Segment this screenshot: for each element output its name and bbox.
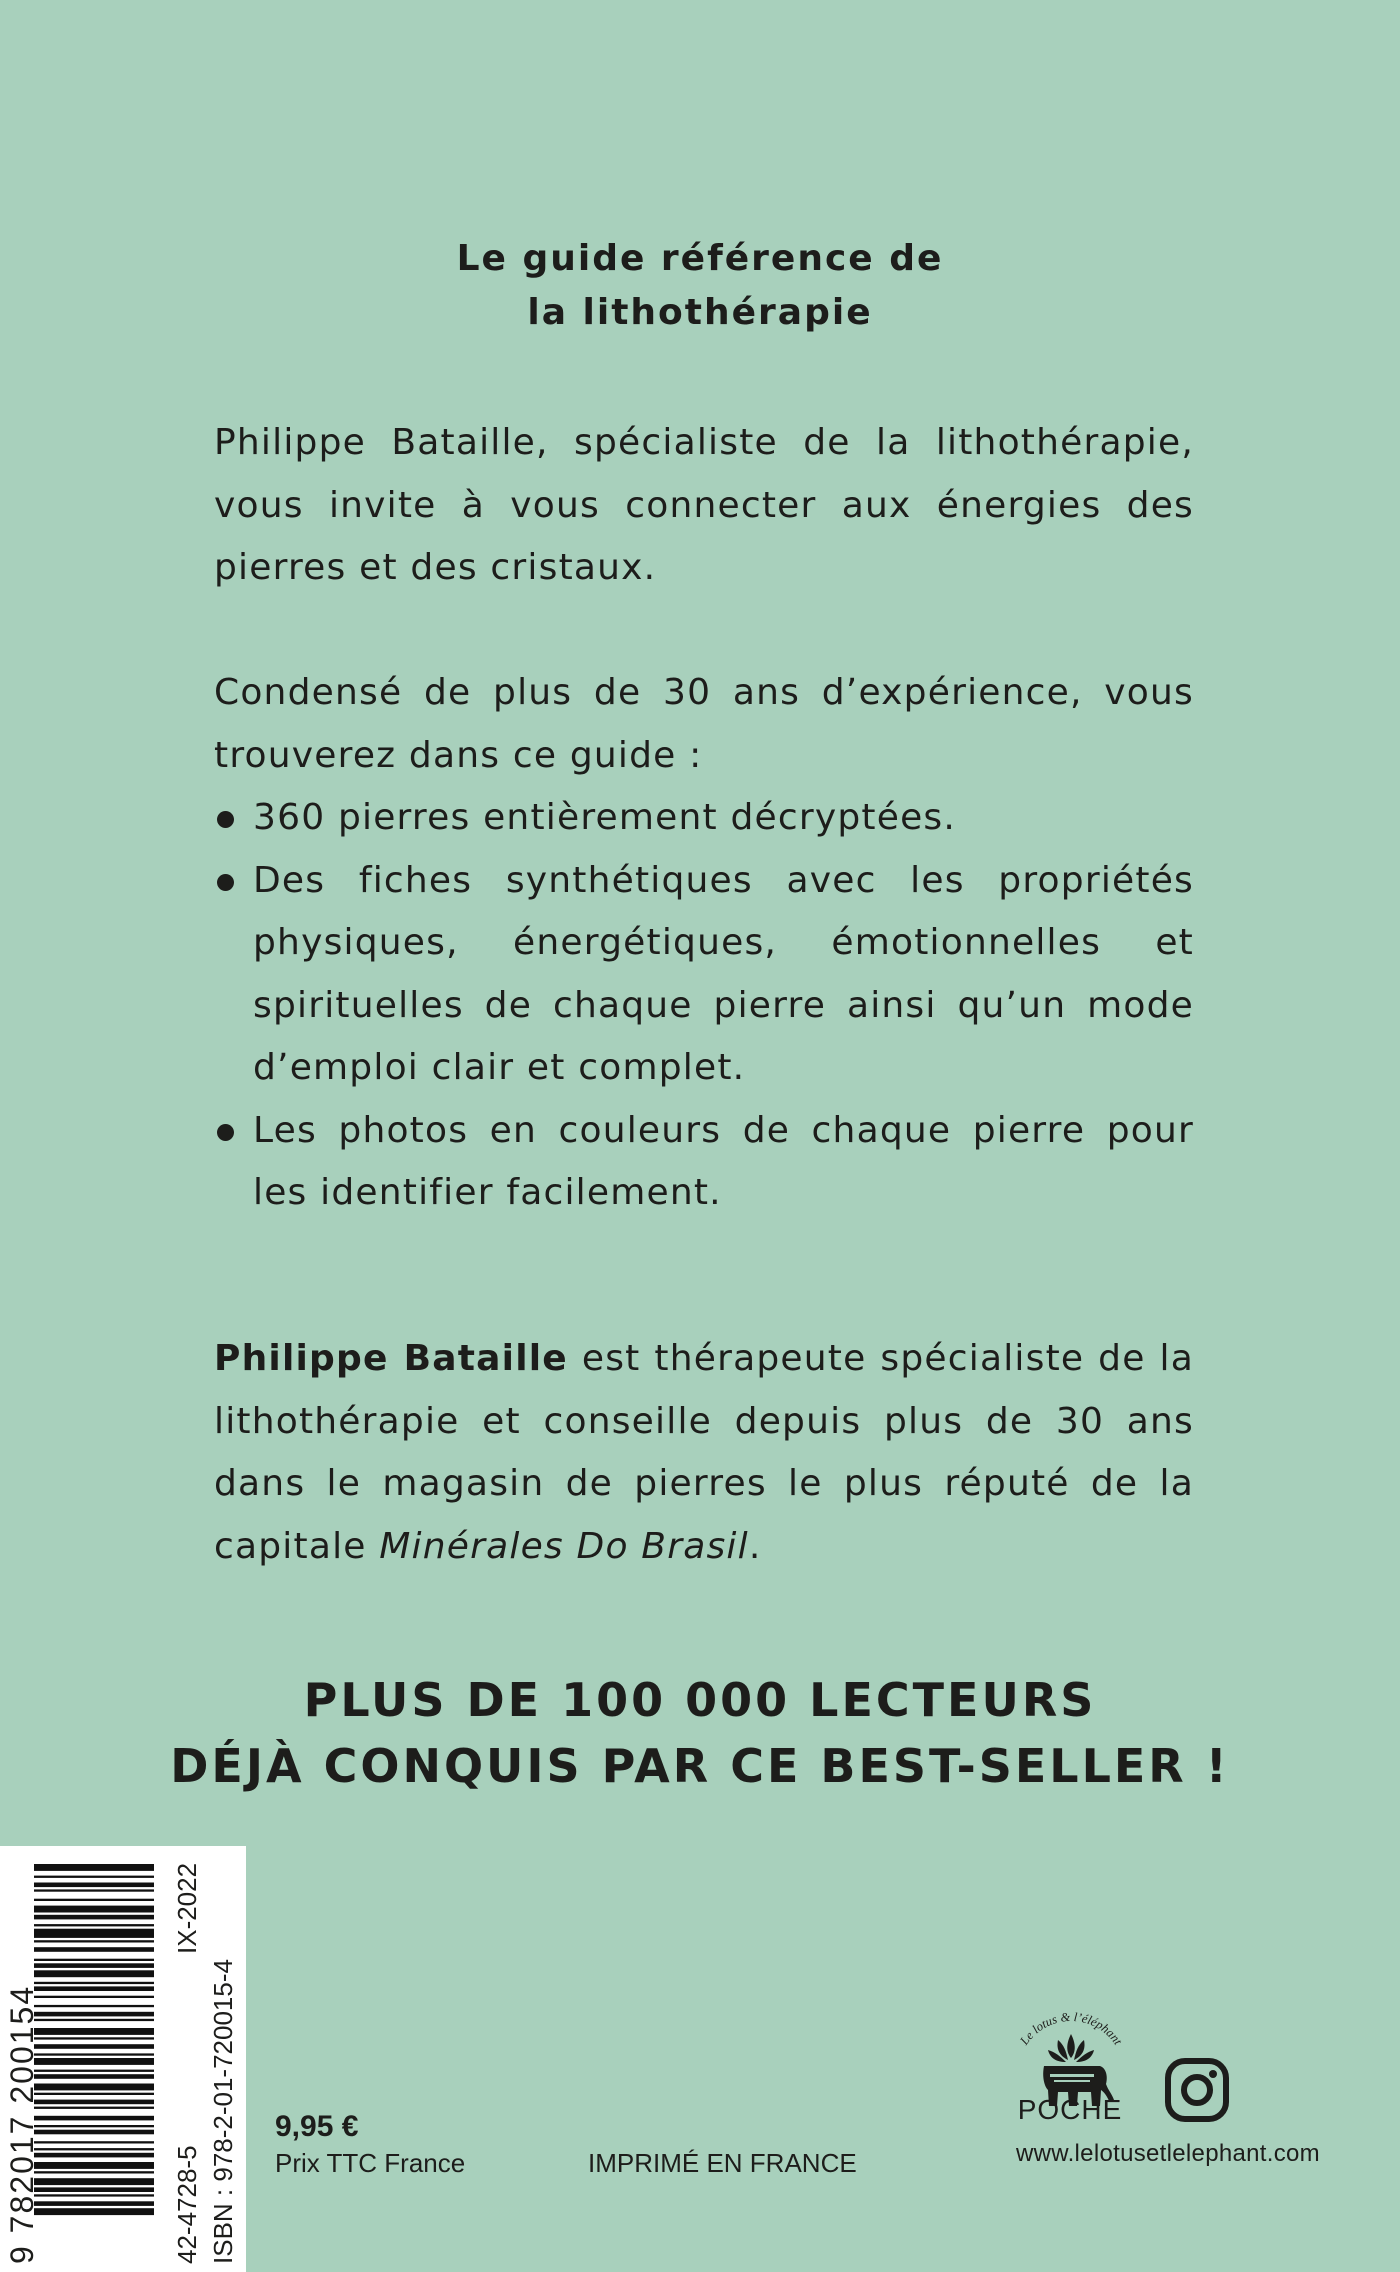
list-item: Des fiches synthétiques avec les propriétés physiques, énergétiques, émotionnelles et spirituelles de chaque pierre ainsi qu’un mode d’emploi clair et complet. xyxy=(214,850,1194,1100)
product-code: 42-4728-5 xyxy=(172,2145,202,2264)
barcode-bar xyxy=(34,1883,154,1888)
tagline-line-2: DÉJÀ CONQUIS PAR CE BEST-SELLER ! xyxy=(170,1739,1230,1793)
publisher-logo-text: Le lotus & l’éléphant xyxy=(1017,2009,1125,2048)
barcode-bar xyxy=(34,1982,154,1984)
barcode-bar xyxy=(34,1906,154,1913)
intro-paragraph xyxy=(214,412,1194,600)
barcode-bar xyxy=(34,1940,154,1942)
barcode-bar xyxy=(34,2053,154,2055)
contents-section xyxy=(214,662,1194,1225)
barcode-digits: 9 782017 200154 xyxy=(4,1984,40,2264)
author-bio-text: est thérapeute spécialiste de la lithothérapie et conseille depuis plus de 30 ans dans le magasin de pierres le plus réputé de la capitale xyxy=(214,1338,1194,1567)
barcode-bar xyxy=(34,2153,154,2158)
store-name: Minérales Do Brasil xyxy=(379,1525,749,1567)
contents-lead: Condensé de plus de 30 ans d’expérience, vous trouverez dans ce guide : xyxy=(214,672,1194,776)
barcode-bar xyxy=(34,2070,154,2072)
barcode-bar xyxy=(34,2019,154,2021)
author-bio xyxy=(214,1328,1194,1578)
website-link[interactable]: www.lelotusetlelephant.com xyxy=(1016,2140,1320,2167)
barcode-bar xyxy=(34,1996,154,1998)
list-item: 360 pierres entièrement décryptées. xyxy=(214,787,1194,850)
print-date: IX-2022 xyxy=(172,1862,202,1954)
heading-line-2: la lithothérapie xyxy=(527,292,873,333)
barcode-bar xyxy=(34,2194,154,2196)
tagline-line-1: PLUS DE 100 000 LECTEURS xyxy=(303,1673,1097,1727)
barcode-bar xyxy=(34,1889,154,1891)
barcode-bar xyxy=(34,2187,154,2192)
barcode-bar xyxy=(34,2093,154,2095)
barcode-bar xyxy=(34,2028,154,2035)
list-item: Les photos en couleurs de chaque pierre pour les identifier facilement. xyxy=(214,1100,1194,1225)
price: 9,95 € xyxy=(275,2110,359,2143)
barcode-bar xyxy=(34,1970,154,1977)
author-name: Philippe Bataille xyxy=(214,1338,568,1379)
barcode-bar xyxy=(34,2012,154,2017)
barcode-bar xyxy=(34,1876,154,1878)
barcode-bar xyxy=(34,2141,154,2143)
barcode-bar xyxy=(34,2125,154,2127)
tagline xyxy=(0,1667,1400,1799)
barcode-bar xyxy=(34,2208,154,2215)
barcode-bar xyxy=(34,2148,154,2150)
barcode-bar xyxy=(34,1864,154,1871)
barcode-bar xyxy=(34,2162,154,2169)
imprint-label: POCHE xyxy=(1017,2094,1123,2125)
contents-list xyxy=(214,787,1194,1225)
barcode-bar xyxy=(34,2107,154,2109)
heading-line-1: Le guide référence de xyxy=(456,238,944,279)
barcode-bar xyxy=(34,2084,154,2091)
lotus-icon xyxy=(1048,2034,1094,2062)
barcode-bar xyxy=(34,1915,154,1920)
barcode-bar xyxy=(34,1929,154,1938)
barcode-box xyxy=(0,1846,246,2272)
barcode-bar xyxy=(34,2074,154,2079)
barcode-bar xyxy=(34,1963,154,1968)
barcode-bar xyxy=(34,2037,154,2039)
barcode-bar xyxy=(34,2130,154,2135)
barcode-bar xyxy=(34,1947,154,1952)
barcode-bar xyxy=(34,2201,154,2206)
barcode-bar xyxy=(34,2044,154,2049)
barcode-bar xyxy=(34,2100,154,2105)
intro-text: Philippe Bataille, spécialiste de la lithothérapie, vous invite à vous connecter aux énergies des pierres et des cristaux. xyxy=(214,422,1194,588)
printed-in: IMPRIMÉ EN FRANCE xyxy=(588,2148,857,2178)
barcode-bar xyxy=(34,2005,154,2007)
barcode-bar xyxy=(34,1899,154,1901)
barcode-bar xyxy=(34,2058,154,2065)
barcode-bar xyxy=(34,1924,154,1926)
barcode-bar xyxy=(34,1959,154,1961)
barcode-bar xyxy=(34,2116,154,2121)
barcode-bar xyxy=(34,2178,154,2185)
isbn: ISBN : 978-2-01-720015-4 xyxy=(208,1959,238,2264)
cover-heading xyxy=(0,232,1400,340)
author-bio-end: . xyxy=(748,1525,762,1567)
barcode-bar xyxy=(34,1986,154,1991)
instagram-icon[interactable] xyxy=(1164,2057,1230,2123)
barcode-bar xyxy=(34,2171,154,2173)
price-label: Prix TTC France xyxy=(275,2148,466,2178)
